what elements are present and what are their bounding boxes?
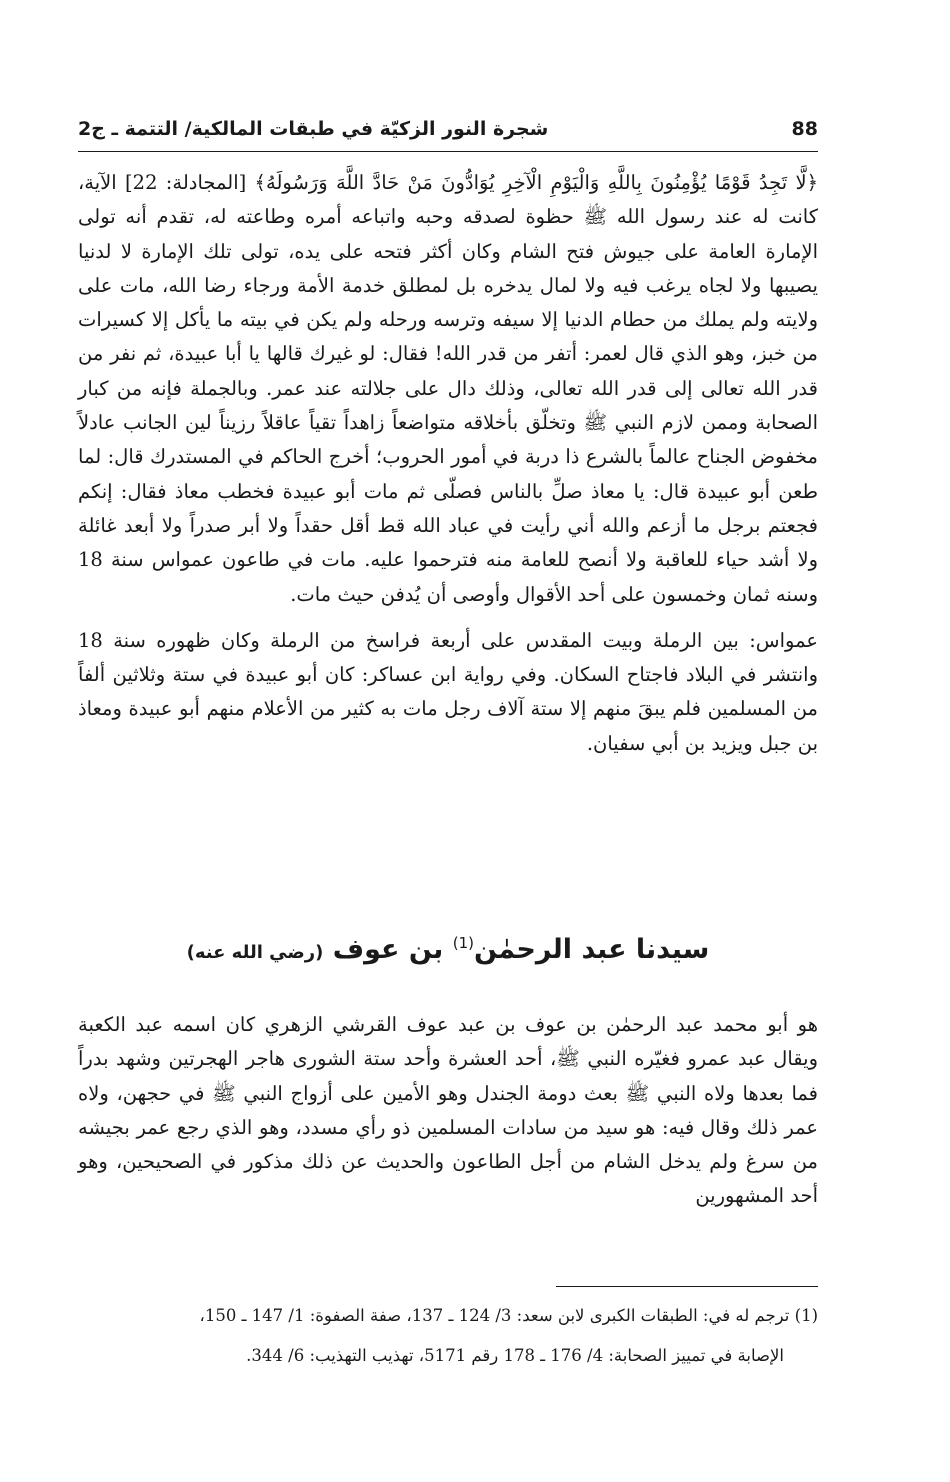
main-text bbox=[78, 166, 818, 761]
body-paragraph: هو أبو محمد عبد الرحمٰن بن عوف بن عبد عوف القرشي الزهري كان اسمه عبد الكعبة ويقال عبد عمرو فغيّره النبي ﷺ، أحد العشرة وأحد ستة الشورى هاجر الهجرتين وشهد بدراً فما بعدها ولاه النبي ﷺ بعث دومة الجندل وهو الأمين على أزواج النبي ﷺ في حجهن، ولاه عمر ذلك وقال فيه: هو سيد من سادات المسلمين ذو رأي مسدد، وهو الذي رجع عمر بجيشه من سرغ ولم يدخل الشام من أجل الطاعون والحديث عن ذلك مذكور في الصحيحين، وهو أحد المشهورين bbox=[78, 1013, 818, 1208]
body-paragraph: ﴿لَّا تَجِدُ قَوْمًا يُؤْمِنُونَ بِاللَّهِ وَالْيَوْمِ الْآخِرِ يُوَادُّونَ مَنْ حَادَّ اللَّهَ وَرَسُولَهُ﴾ [المجادلة: 22] الآية، كانت له عند رسول الله ﷺ حظوة لصدقه وحبه واتباعه أمره وطاعته له، تقدم أنه تولى الإمارة العامة على جيوش فتح الشام وكان أكثر فتحه على يده، تولى تلك الإمارة لا لدنيا يصيبها ولا لجاه يرغب فيه ولا لمال يدخره بل لمطلق خدمة الأمة ورجاء رضا الله، مات على ولايته ولم يملك من حطام الدنيا إلا سيفه وترسه ورحله ولم يكن في بيته ما يأكل إلا كسيرات من خبز، وهو الذي قال لعمر: أتفر من قدر الله! فقال: لو غيرك قالها يا أبا عبيدة، ثم نفر من قدر الله تعالى إلى قدر الله تعالى، وذلك دال على جلالته عند عمر. وبالجملة فإنه من كبار الصحابة وممن لازم النبي ﷺ وتخلّق بأخلاقه متواضعاً زاهداً تقياً عاقلاً رزيناً لين الجانب عادلاً مخفوض الجناح عالماً بالشرع ذا دربة في أمور الحروب؛ أخرج الحاكم في المستدرك قال: لما طعن أبو عبيدة قال: يا معاذ صلِّ بالناس فصلّى ثم مات أبو عبيدة فخطب معاذ فقال: إنكم فجعتم برجل ما أزعم والله أني رأيت في عباد الله قط أقل حقداً ولا أبر صدراً ولا أبعد غائلة ولا أشد حياء للعاقبة ولا أنصح للعامة منه فترحموا عليه. مات في طاعون عمواس سنة 18 وسنه ثمان وخمسون على أحد الأقوال وأوصى أن يُدفن حيث مات. bbox=[78, 171, 818, 606]
footnote-line: الإصابة في تمييز الصحابة: 4/ 176 ـ 178 رقم 5171، تهذيب التهذيب: 6/ 344. bbox=[246, 1346, 784, 1365]
heading-honorific: (رضي الله عنه) bbox=[186, 942, 324, 963]
body-paragraph: عمواس: بين الرملة وبيت المقدس على أربعة فراسخ من الرملة وكان ظهوره سنة 18 وانتشر في البلاد فاجتاح السكان. وفي رواية ابن عساكر: كان أبو عبيدة في ستة وثلاثين ألفاً من المسلمين فلم يبقَ منهم إلا ستة آلاف رجل مات به كثير من الأعلام منهم أبو عبيدة ومعاذ بن جبل ويزيد بن أبي سفيان. bbox=[78, 628, 818, 755]
section-text bbox=[78, 1008, 818, 1214]
heading-name: سيدنا عبد الرحمٰن bbox=[474, 934, 710, 965]
footnote-divider bbox=[556, 1286, 818, 1287]
heading-name-suffix: بن عوف bbox=[332, 934, 444, 965]
footnotes bbox=[78, 1296, 818, 1376]
running-title: شجرة النور الزكيّة في طبقات المالكية/ التتمة ـ ج2 bbox=[78, 118, 549, 140]
header-divider bbox=[78, 151, 818, 152]
page-header bbox=[78, 112, 818, 148]
footnote-line: (1) ترجم له في: الطبقات الكبرى لابن سعد: 3/ 124 ـ 137، صفة الصفوة: 1/ 147 ـ 150، bbox=[199, 1306, 818, 1325]
page-number: 88 bbox=[791, 118, 818, 140]
section-heading bbox=[78, 934, 818, 965]
footnote-marker[interactable]: (1) bbox=[452, 934, 474, 952]
